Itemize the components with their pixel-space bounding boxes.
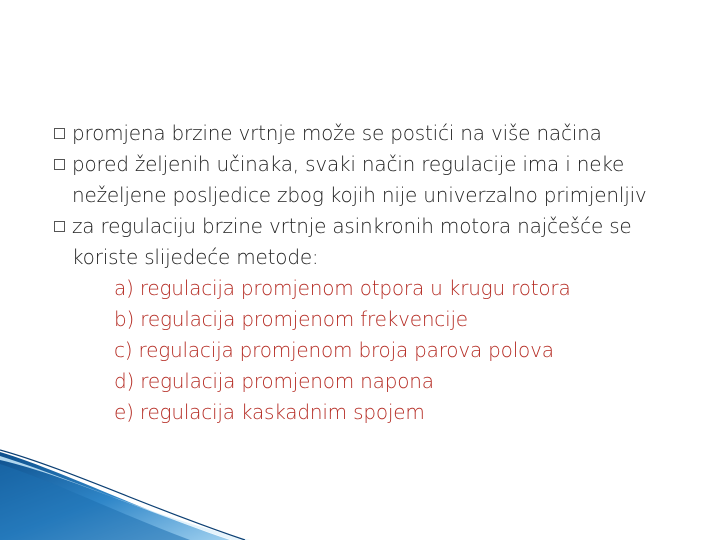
bullet-item — [54, 149, 624, 180]
bullet-continuation: koriste slijedeće metode: — [72, 245, 319, 269]
bullet-item — [54, 118, 602, 149]
method-item: a) regulacija promjenom otpora u krugu rotora — [114, 276, 571, 300]
bullet-text: pored željenih učinaka, svaki način regulacije ima i neke — [72, 152, 625, 176]
method-item: b) regulacija promjenom frekvencije — [114, 307, 468, 331]
bullet-continuation: neželjene posljedice zbog kojih nije univerzalno primjenljiv — [72, 183, 647, 207]
method-item: c) regulacija promjenom broja parova polova — [114, 338, 554, 362]
checkbox-square-icon — [54, 221, 65, 232]
checkbox-square-icon — [54, 159, 65, 170]
decorative-corner-swoosh — [0, 430, 720, 540]
bullet-text: za regulaciju brzine vrtnje asinkronih motora najčešće se — [72, 214, 632, 238]
bullet-item — [54, 211, 632, 242]
method-item: d) regulacija promjenom napona — [114, 369, 434, 393]
method-item: e) regulacija kaskadnim spojem — [114, 400, 425, 424]
bullet-text: promjena brzine vrtnje može se postići na više načina — [72, 121, 602, 145]
checkbox-square-icon — [54, 128, 65, 139]
